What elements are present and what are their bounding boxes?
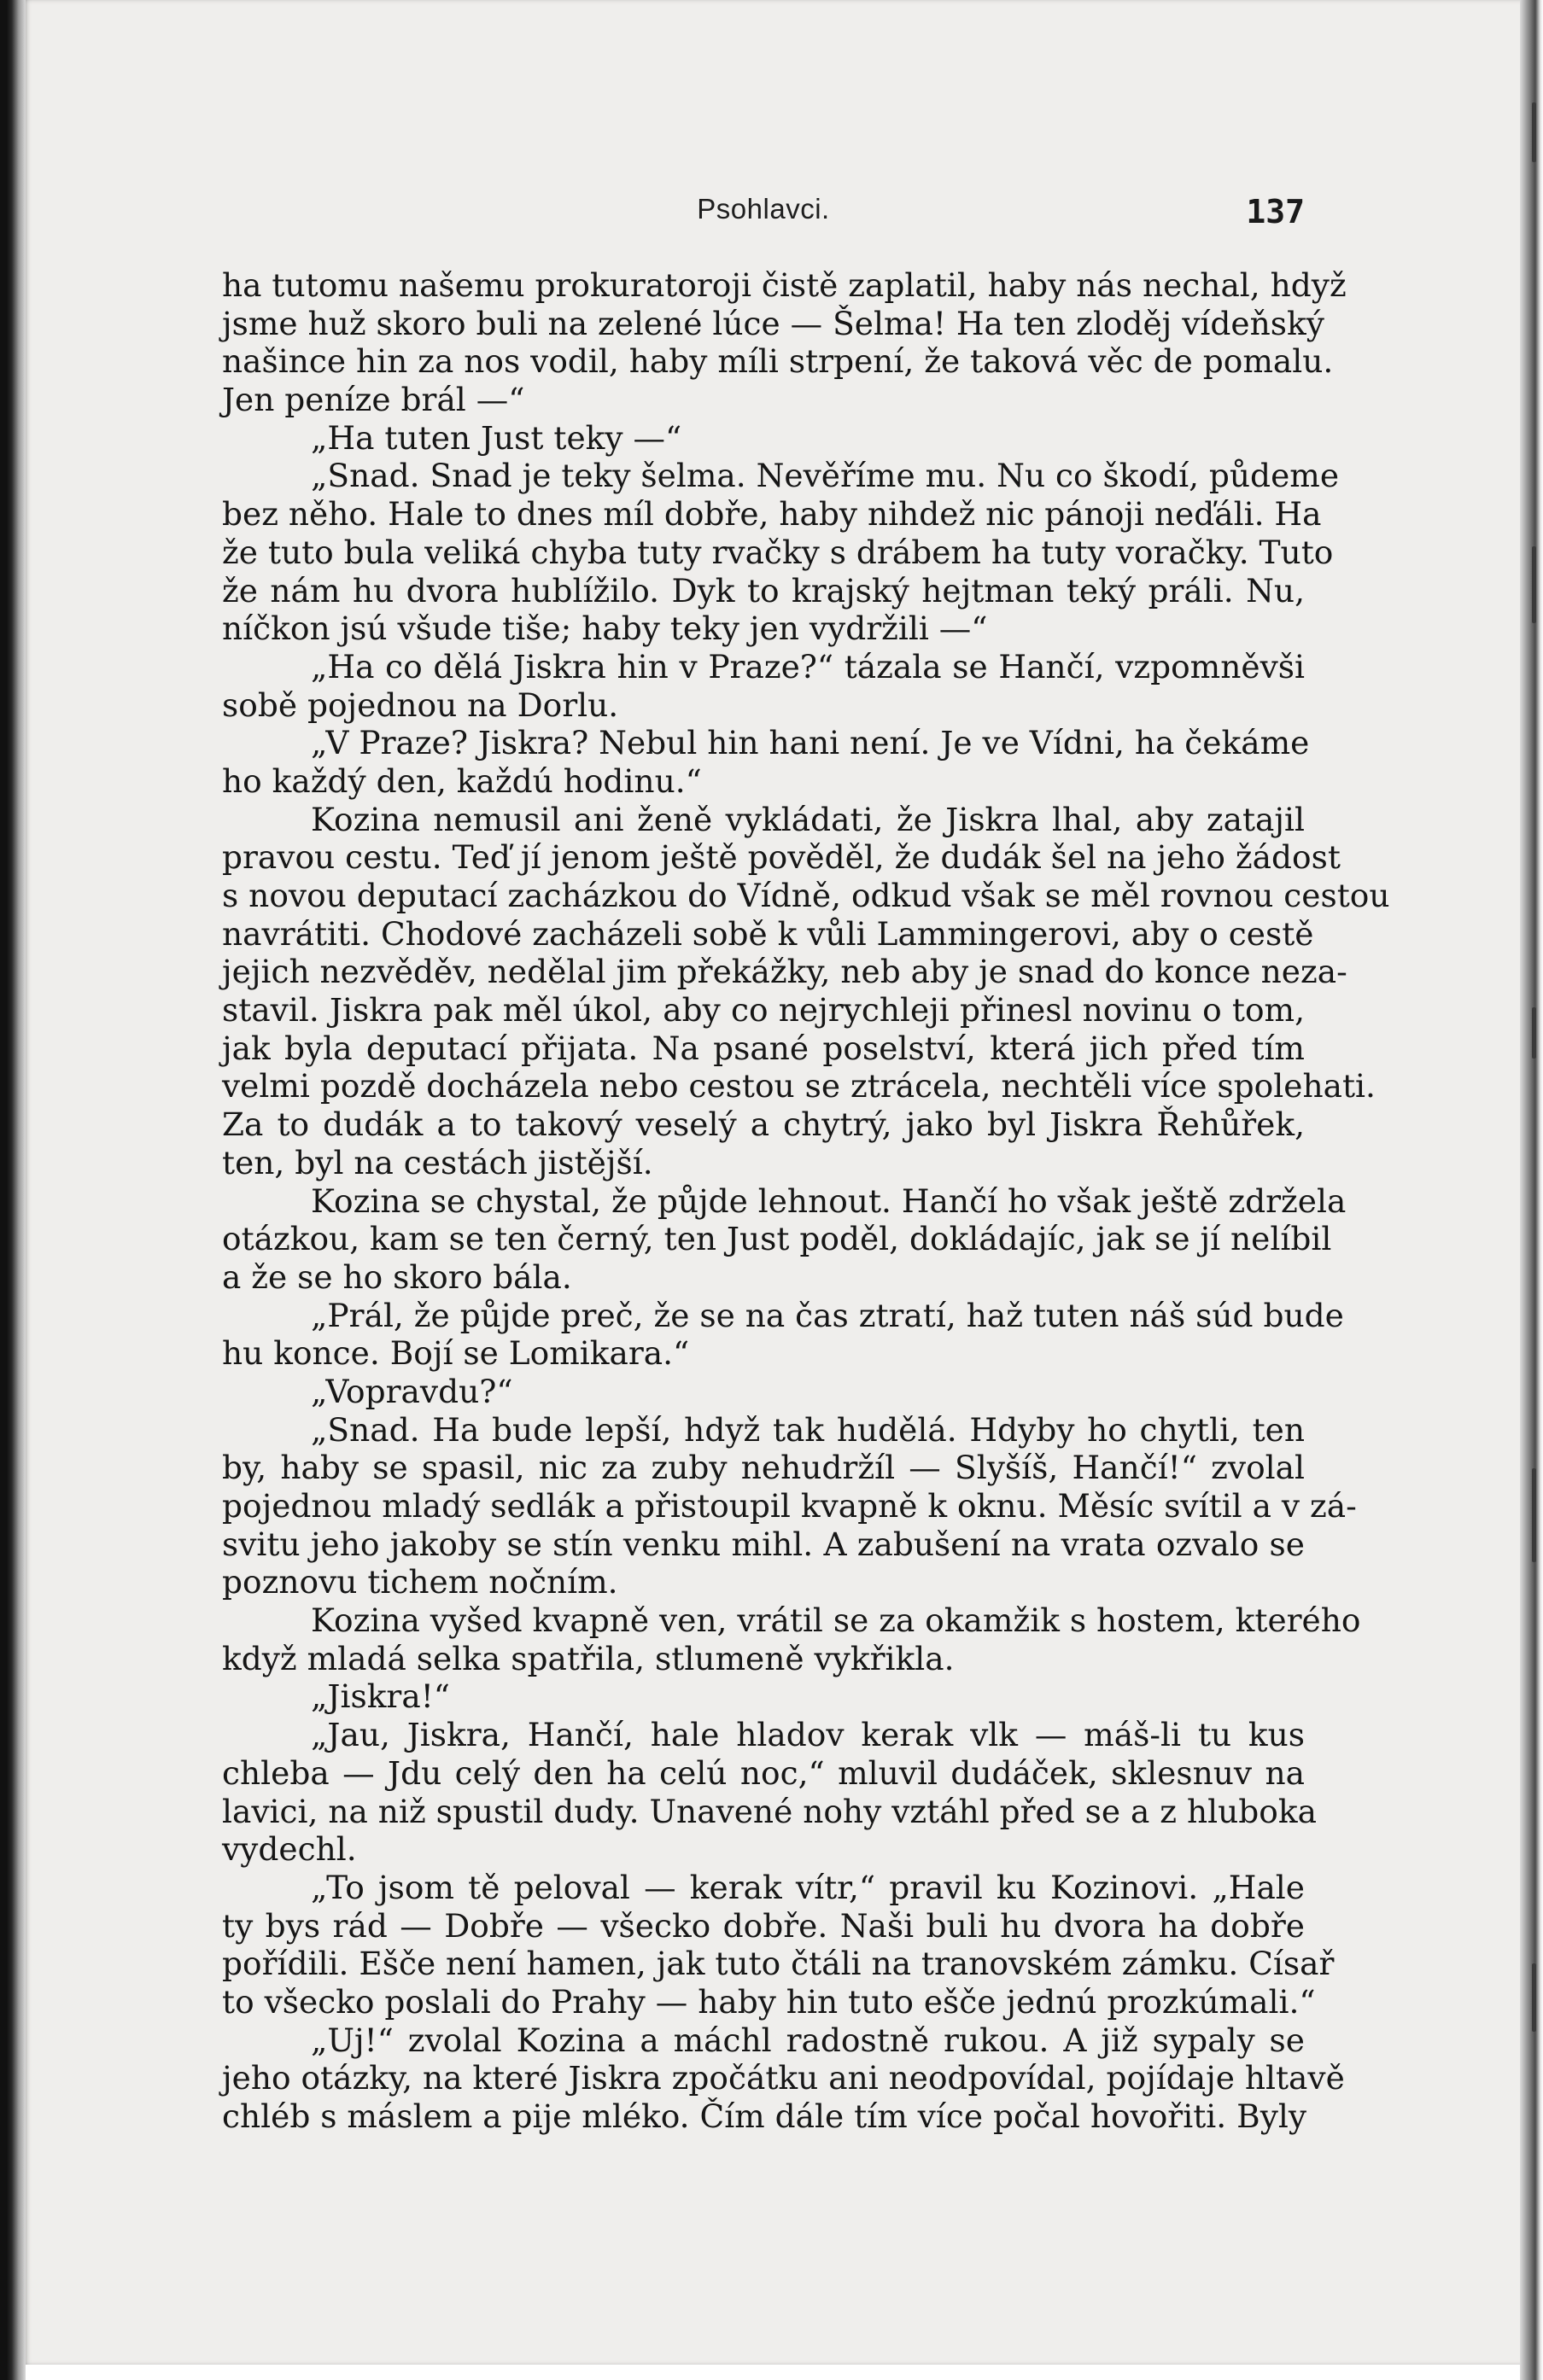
- text-line: Kozina nemusil ani ženě vykládati, že Jiskra lhal, aby zatajil: [311, 800, 1305, 838]
- text-line: „Jiskra!“: [311, 1677, 450, 1716]
- text-line: pravou cestu. Teď jí jenom ještě pověděl, že dudák šel na jeho žádost: [222, 838, 1341, 877]
- text-line: to všecko poslali do Prahy — haby hin tuto ešče jednú prozkúmali.“: [222, 1982, 1316, 2021]
- text-line: svitu jeho jakoby se stín venku mihl. A zabušení na vrata ozvalo se: [222, 1525, 1305, 1563]
- text-line: navrátiti. Chodové zacházeli sobě k vůli Lammingerovi, aby o cestě: [222, 914, 1314, 953]
- text-line: jejich nezvěděv, nedělal jim překážky, neb aby je snad do konce neza-: [222, 953, 1347, 991]
- text-line: hu konce. Bojí se Lomikara.“: [222, 1334, 690, 1373]
- text-line: „Snad. Snad je teky šelma. Nevěříme mu. Nu co škodí, půdeme: [311, 457, 1340, 495]
- text-line: pojednou mladý sedlák a přistoupil kvapně k oknu. Měsíc svítil a v zá-: [222, 1487, 1357, 1525]
- body-text: [222, 266, 1390, 2136]
- text-line: „Vopravdu?“: [311, 1372, 513, 1410]
- text-line: Kozina vyšed kvapně ven, vrátil se za okamžik s hostem, kterého: [311, 1601, 1361, 1640]
- text-line: níčkon jsú všude tiše; haby teky jen vydržili —“: [222, 610, 988, 648]
- text-line: chléb s máslem a pije mléko. Čím dále tím více počal hovořiti. Byly: [222, 2097, 1307, 2135]
- text-line: ho každý den, každú hodinu.“: [222, 761, 702, 800]
- text-line: „Uj!“ zvolal Kozina a máchl radostně rukou. A již sypaly se: [311, 2021, 1305, 2059]
- page-edge: [1520, 0, 1543, 2380]
- text-line: bez něho. Hale to dnes míl dobře, haby nihdež nic pánoji neďáli. Ha: [222, 495, 1322, 534]
- page-number: 137: [1246, 193, 1305, 230]
- text-line: ten, byl na cestách jistější.: [222, 1143, 653, 1181]
- text-line: pořídili. Ešče není hamen, jak tuto čtáli na tranovském zámku. Císař: [222, 1945, 1335, 1983]
- text-line: ty bys rád — Dobře — všecko dobře. Naši buli hu dvora ha dobře: [222, 1906, 1305, 1945]
- text-line: „Ha co dělá Jiskra hin v Praze?“ tázala se Hančí, vzpomněvši: [311, 647, 1305, 685]
- text-line: „V Praze? Jiskra? Nebul hin hani není. Je ve Vídni, ha čekáme: [311, 724, 1310, 762]
- text-line: stavil. Jiskra pak měl úkol, aby co nejrychleji přinesl novinu o tom,: [222, 991, 1305, 1030]
- text-line: Jen peníze brál —“: [222, 381, 525, 419]
- book-spine-shadow: [0, 0, 26, 2380]
- page-header: [222, 193, 1305, 236]
- text-line: otázkou, kam se ten černý, ten Just poděl, dokládajíc, jak se jí nelíbil: [222, 1220, 1332, 1258]
- text-line: velmi pozdě docházela nebo cestou se ztrácela, nechtěli více spolehati.: [222, 1067, 1376, 1105]
- text-line: jeho otázky, na které Jiskra zpočátku ani neodpovídal, pojídaje hltavě: [222, 2059, 1345, 2097]
- text-line: sobě pojednou na Dorlu.: [222, 685, 619, 724]
- text-line: „Ha tuten Just teky —“: [311, 418, 682, 457]
- text-line: ha tutomu našemu prokuratoroji čistě zaplatil, haby nás nechal, hdyž: [222, 266, 1347, 304]
- text-line: že tuto bula veliká chyba tuty rvačky s drábem ha tuty voračky. Tuto: [222, 533, 1334, 571]
- text-line: když mladá selka spatřila, stlumeně vykřikla.: [222, 1639, 955, 1677]
- text-line: jak byla deputací přijata. Na psané poselství, která jich před tím: [222, 1029, 1305, 1067]
- text-line: poznovu tichem nočním.: [222, 1563, 618, 1601]
- text-line: že nám hu dvora hublížilo. Dyk to krajský hejtman teký práli. Nu,: [222, 571, 1305, 610]
- text-line: s novou deputací zacházkou do Vídně, odkud však se měl rovnou cestou: [222, 877, 1390, 914]
- text-line: Kozina se chystal, že půjde lehnout. Hančí ho však ještě zdržela: [311, 1181, 1347, 1220]
- text-line: „Jau, Jiskra, Hančí, hale hladov kerak vlk — máš-li tu kus: [311, 1716, 1305, 1754]
- text-line: „Prál, že půjde preč, že se na čas ztratí, haž tuten náš súd bude: [311, 1296, 1344, 1334]
- book-page: [22, 0, 1520, 2365]
- running-head: Psohlavci.: [697, 193, 830, 225]
- text-line: „Snad. Ha bude lepší, hdyž tak hudělá. Hdyby ho chytli, ten: [311, 1410, 1305, 1449]
- text-line: Za to dudák a to takový veselý a chytrý, jako byl Jiskra Řehůřek,: [222, 1105, 1305, 1144]
- text-line: vydechl.: [222, 1830, 357, 1869]
- text-line: našince hin za nos vodil, haby míli strpení, že taková věc de pomalu.: [222, 342, 1334, 381]
- text-line: chleba — Jdu celý den ha celú noc,“ mluvil dudáček, sklesnuv na: [222, 1753, 1305, 1792]
- text-line: a že se ho skoro bála.: [222, 1257, 572, 1296]
- text-line: lavici, na niž spustil dudy. Unavené nohy vztáhl před se a z hluboka: [222, 1792, 1317, 1830]
- text-line: by, haby se spasil, nic za zuby nehudržíl — Slyšíš, Hančí!“ zvolal: [222, 1449, 1305, 1487]
- text-line: „To jsom tě peloval — kerak vítr,“ pravil ku Kozinovi. „Hale: [311, 1868, 1305, 1906]
- text-line: jsme huž skoro buli na zelené lúce — Šelma! Ha ten zloděj vídeňský: [222, 304, 1324, 342]
